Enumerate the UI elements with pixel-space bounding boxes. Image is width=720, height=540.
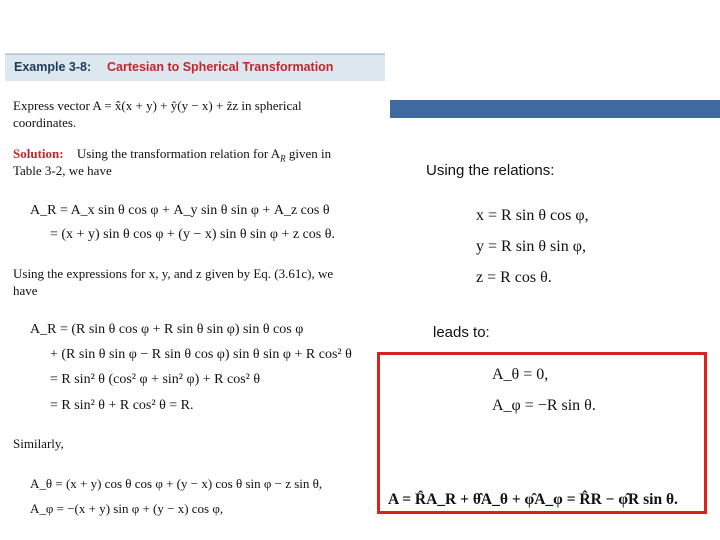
relation-z: z = R cos θ. xyxy=(476,269,552,286)
accent-bar xyxy=(390,100,720,118)
para2-line-1: Using the expressions for x, y, and z given by Eq. (3.61c), we xyxy=(13,266,334,281)
eq2-line-2: + (R sin θ sin φ − R sin θ cos φ) sin θ sin φ + R cos² θ xyxy=(50,347,352,362)
solution-label: Solution: xyxy=(13,146,64,161)
eq2-line-3: = R sin² θ (cos² φ + sin² φ) + R cos² θ xyxy=(50,372,261,387)
eq2-line-4: = R sin² θ + R cos² θ = R. xyxy=(50,398,194,413)
result-theta: A_θ = 0, xyxy=(492,366,549,383)
problem-line-1: Express vector A = x̂(x + y) + ŷ(y − x) + ẑz in spherical xyxy=(13,98,302,113)
example-title: Cartesian to Spherical Transformation xyxy=(107,60,334,74)
relations-label: Using the relations: xyxy=(426,162,555,179)
leads-to-label: leads to: xyxy=(433,324,490,341)
problem-line-2: coordinates. xyxy=(13,115,77,130)
solution-text-end: given in xyxy=(285,146,332,161)
example-label: Example 3-8: xyxy=(14,60,92,74)
eq1-line-1: A_R = A_x sin θ cos φ + A_y sin θ sin φ + A_z cos θ xyxy=(30,203,330,218)
similarly-text: Similarly, xyxy=(13,436,64,451)
solution-text: Using the transformation relation for A xyxy=(76,146,281,161)
para2-line-2: have xyxy=(13,283,38,298)
result-phi: A_φ = −R sin θ. xyxy=(492,397,596,414)
eq3-line-1: A_θ = (x + y) cos θ cos φ + (y − x) cos θ sin φ − z sin θ, xyxy=(30,476,323,491)
eq3-line-2: A_φ = −(x + y) sin φ + (y − x) cos φ, xyxy=(30,501,224,516)
solution-subscript: R xyxy=(280,153,286,164)
relation-y: y = R sin θ sin φ, xyxy=(476,238,586,255)
eq2-line-1: A_R = (R sin θ cos φ + R sin θ sin φ) sin θ cos φ xyxy=(30,322,304,337)
final-result: A = R̂A_R + θ̂A_θ + φ̂A_φ = R̂R − φ̂R sin θ. xyxy=(388,491,678,508)
relation-x: x = R sin θ cos φ, xyxy=(476,207,589,224)
eq1-line-2: = (x + y) sin θ cos φ + (y − x) sin θ sin φ + z cos θ. xyxy=(50,227,335,242)
solution-line-2: Table 3-2, we have xyxy=(13,163,112,178)
